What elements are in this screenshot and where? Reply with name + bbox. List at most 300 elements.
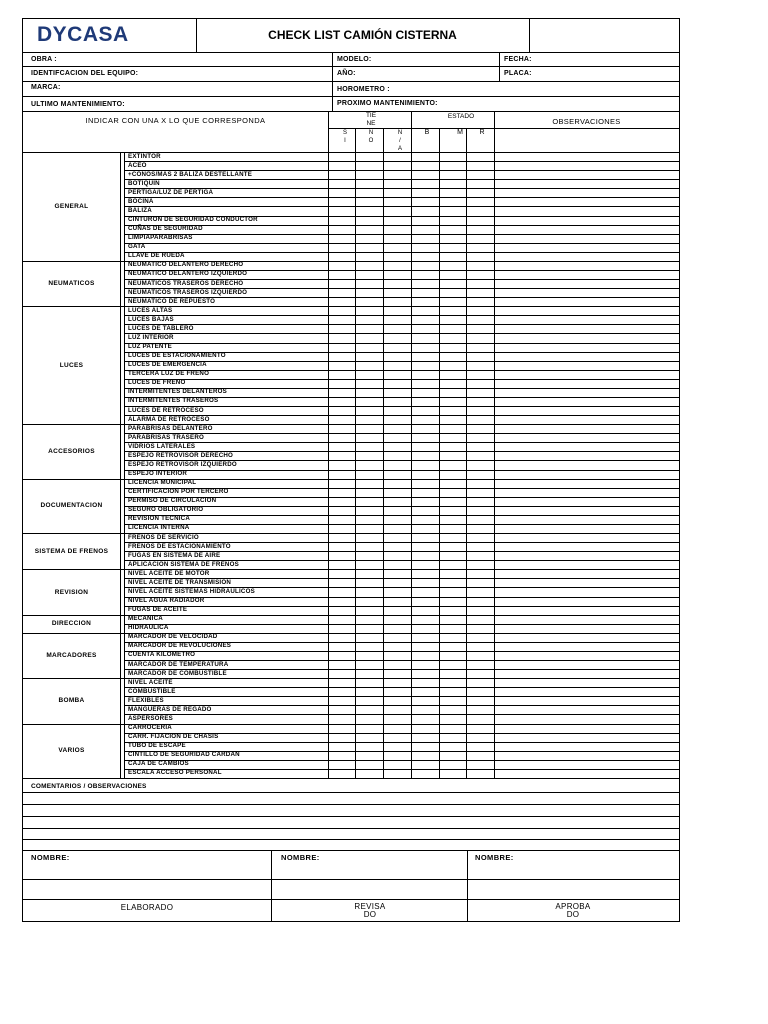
check-cell[interactable] bbox=[411, 533, 439, 542]
check-cell[interactable] bbox=[355, 297, 383, 306]
check-cell[interactable] bbox=[383, 524, 411, 533]
check-cell[interactable] bbox=[355, 542, 383, 551]
check-cell[interactable] bbox=[466, 651, 494, 660]
check-cell[interactable] bbox=[466, 624, 494, 633]
check-cell[interactable] bbox=[328, 714, 355, 723]
check-cell[interactable] bbox=[383, 206, 411, 215]
check-cell[interactable] bbox=[383, 760, 411, 769]
check-cell[interactable] bbox=[466, 270, 494, 279]
observation-cell[interactable] bbox=[494, 660, 679, 669]
observation-cell[interactable] bbox=[494, 379, 679, 388]
check-cell[interactable] bbox=[328, 669, 355, 678]
check-cell[interactable] bbox=[439, 406, 466, 415]
check-cell[interactable] bbox=[439, 470, 466, 479]
check-cell[interactable] bbox=[439, 587, 466, 596]
check-cell[interactable] bbox=[439, 769, 466, 778]
check-cell[interactable] bbox=[411, 243, 439, 252]
check-cell[interactable] bbox=[439, 714, 466, 723]
check-cell[interactable] bbox=[355, 497, 383, 506]
check-cell[interactable] bbox=[328, 724, 355, 733]
check-cell[interactable] bbox=[355, 714, 383, 723]
check-cell[interactable] bbox=[466, 306, 494, 315]
check-cell[interactable] bbox=[383, 252, 411, 261]
observation-cell[interactable] bbox=[494, 206, 679, 215]
check-cell[interactable] bbox=[466, 397, 494, 406]
check-cell[interactable] bbox=[328, 279, 355, 288]
check-cell[interactable] bbox=[466, 506, 494, 515]
check-cell[interactable] bbox=[328, 297, 355, 306]
check-cell[interactable] bbox=[383, 406, 411, 415]
check-cell[interactable] bbox=[383, 270, 411, 279]
check-cell[interactable] bbox=[439, 460, 466, 469]
check-cell[interactable] bbox=[383, 279, 411, 288]
check-cell[interactable] bbox=[466, 352, 494, 361]
check-cell[interactable] bbox=[355, 261, 383, 270]
check-cell[interactable] bbox=[383, 633, 411, 642]
check-cell[interactable] bbox=[411, 197, 439, 206]
check-cell[interactable] bbox=[355, 515, 383, 524]
identificacion-field[interactable]: IDENTIFCACION DEL EQUIPO: bbox=[31, 70, 139, 77]
check-cell[interactable] bbox=[383, 615, 411, 624]
check-cell[interactable] bbox=[466, 161, 494, 170]
observation-cell[interactable] bbox=[494, 460, 679, 469]
check-cell[interactable] bbox=[355, 460, 383, 469]
check-cell[interactable] bbox=[383, 197, 411, 206]
observation-cell[interactable] bbox=[494, 415, 679, 424]
check-cell[interactable] bbox=[355, 769, 383, 778]
check-cell[interactable] bbox=[383, 243, 411, 252]
check-cell[interactable] bbox=[439, 705, 466, 714]
check-cell[interactable] bbox=[411, 488, 439, 497]
check-cell[interactable] bbox=[466, 451, 494, 460]
check-cell[interactable] bbox=[411, 633, 439, 642]
check-cell[interactable] bbox=[328, 161, 355, 170]
check-cell[interactable] bbox=[439, 669, 466, 678]
check-cell[interactable] bbox=[411, 333, 439, 342]
check-cell[interactable] bbox=[355, 488, 383, 497]
observation-cell[interactable] bbox=[494, 152, 679, 161]
check-cell[interactable] bbox=[355, 225, 383, 234]
check-cell[interactable] bbox=[411, 370, 439, 379]
check-cell[interactable] bbox=[355, 451, 383, 460]
check-cell[interactable] bbox=[355, 696, 383, 705]
check-cell[interactable] bbox=[383, 343, 411, 352]
nombre-aprobado[interactable]: NOMBRE: bbox=[475, 853, 514, 862]
check-cell[interactable] bbox=[328, 560, 355, 569]
check-cell[interactable] bbox=[328, 615, 355, 624]
observation-cell[interactable] bbox=[494, 524, 679, 533]
check-cell[interactable] bbox=[466, 406, 494, 415]
check-cell[interactable] bbox=[411, 479, 439, 488]
check-cell[interactable] bbox=[439, 324, 466, 333]
check-cell[interactable] bbox=[411, 451, 439, 460]
check-cell[interactable] bbox=[383, 415, 411, 424]
check-cell[interactable] bbox=[383, 234, 411, 243]
check-cell[interactable] bbox=[383, 714, 411, 723]
check-cell[interactable] bbox=[466, 379, 494, 388]
observation-cell[interactable] bbox=[494, 225, 679, 234]
check-cell[interactable] bbox=[411, 161, 439, 170]
check-cell[interactable] bbox=[411, 624, 439, 633]
observation-cell[interactable] bbox=[494, 515, 679, 524]
check-cell[interactable] bbox=[355, 751, 383, 760]
check-cell[interactable] bbox=[411, 206, 439, 215]
check-cell[interactable] bbox=[411, 705, 439, 714]
check-cell[interactable] bbox=[466, 315, 494, 324]
check-cell[interactable] bbox=[411, 270, 439, 279]
check-cell[interactable] bbox=[439, 642, 466, 651]
check-cell[interactable] bbox=[411, 179, 439, 188]
check-cell[interactable] bbox=[355, 442, 383, 451]
check-cell[interactable] bbox=[411, 315, 439, 324]
observation-cell[interactable] bbox=[494, 424, 679, 433]
observation-cell[interactable] bbox=[494, 161, 679, 170]
check-cell[interactable] bbox=[466, 433, 494, 442]
check-cell[interactable] bbox=[355, 705, 383, 714]
check-cell[interactable] bbox=[411, 515, 439, 524]
check-cell[interactable] bbox=[466, 642, 494, 651]
observation-cell[interactable] bbox=[494, 705, 679, 714]
check-cell[interactable] bbox=[328, 270, 355, 279]
check-cell[interactable] bbox=[466, 252, 494, 261]
check-cell[interactable] bbox=[355, 234, 383, 243]
check-cell[interactable] bbox=[383, 379, 411, 388]
check-cell[interactable] bbox=[411, 460, 439, 469]
observation-cell[interactable] bbox=[494, 234, 679, 243]
fecha-field[interactable]: FECHA: bbox=[504, 56, 532, 63]
check-cell[interactable] bbox=[411, 551, 439, 560]
check-cell[interactable] bbox=[355, 270, 383, 279]
check-cell[interactable] bbox=[383, 587, 411, 596]
check-cell[interactable] bbox=[328, 578, 355, 587]
check-cell[interactable] bbox=[466, 597, 494, 606]
check-cell[interactable] bbox=[383, 515, 411, 524]
observation-cell[interactable] bbox=[494, 388, 679, 397]
check-cell[interactable] bbox=[466, 333, 494, 342]
check-cell[interactable] bbox=[383, 324, 411, 333]
check-cell[interactable] bbox=[439, 551, 466, 560]
observation-cell[interactable] bbox=[494, 678, 679, 687]
check-cell[interactable] bbox=[355, 578, 383, 587]
check-cell[interactable] bbox=[328, 442, 355, 451]
check-cell[interactable] bbox=[411, 669, 439, 678]
check-cell[interactable] bbox=[355, 533, 383, 542]
check-cell[interactable] bbox=[355, 343, 383, 352]
check-cell[interactable] bbox=[383, 597, 411, 606]
check-cell[interactable] bbox=[355, 306, 383, 315]
check-cell[interactable] bbox=[355, 678, 383, 687]
check-cell[interactable] bbox=[411, 415, 439, 424]
observation-cell[interactable] bbox=[494, 669, 679, 678]
check-cell[interactable] bbox=[355, 361, 383, 370]
check-cell[interactable] bbox=[355, 315, 383, 324]
check-cell[interactable] bbox=[383, 306, 411, 315]
check-cell[interactable] bbox=[466, 442, 494, 451]
check-cell[interactable] bbox=[383, 397, 411, 406]
check-cell[interactable] bbox=[411, 687, 439, 696]
check-cell[interactable] bbox=[411, 252, 439, 261]
check-cell[interactable] bbox=[466, 324, 494, 333]
observation-cell[interactable] bbox=[494, 370, 679, 379]
check-cell[interactable] bbox=[328, 733, 355, 742]
check-cell[interactable] bbox=[439, 161, 466, 170]
check-cell[interactable] bbox=[439, 560, 466, 569]
check-cell[interactable] bbox=[439, 415, 466, 424]
check-cell[interactable] bbox=[355, 642, 383, 651]
check-cell[interactable] bbox=[383, 733, 411, 742]
check-cell[interactable] bbox=[355, 587, 383, 596]
check-cell[interactable] bbox=[383, 569, 411, 578]
check-cell[interactable] bbox=[439, 479, 466, 488]
check-cell[interactable] bbox=[466, 179, 494, 188]
check-cell[interactable] bbox=[355, 170, 383, 179]
check-cell[interactable] bbox=[328, 569, 355, 578]
check-cell[interactable] bbox=[411, 406, 439, 415]
check-cell[interactable] bbox=[355, 152, 383, 161]
check-cell[interactable] bbox=[328, 587, 355, 596]
check-cell[interactable] bbox=[466, 279, 494, 288]
check-cell[interactable] bbox=[328, 361, 355, 370]
observation-cell[interactable] bbox=[494, 261, 679, 270]
check-cell[interactable] bbox=[411, 152, 439, 161]
observation-cell[interactable] bbox=[494, 306, 679, 315]
check-cell[interactable] bbox=[355, 624, 383, 633]
check-cell[interactable] bbox=[328, 597, 355, 606]
check-cell[interactable] bbox=[383, 506, 411, 515]
check-cell[interactable] bbox=[383, 370, 411, 379]
observation-cell[interactable] bbox=[494, 497, 679, 506]
check-cell[interactable] bbox=[466, 361, 494, 370]
check-cell[interactable] bbox=[439, 542, 466, 551]
check-cell[interactable] bbox=[355, 243, 383, 252]
check-cell[interactable] bbox=[355, 197, 383, 206]
check-cell[interactable] bbox=[466, 524, 494, 533]
check-cell[interactable] bbox=[328, 606, 355, 615]
check-cell[interactable] bbox=[328, 506, 355, 515]
check-cell[interactable] bbox=[439, 297, 466, 306]
check-cell[interactable] bbox=[466, 578, 494, 587]
observation-cell[interactable] bbox=[494, 343, 679, 352]
check-cell[interactable] bbox=[439, 370, 466, 379]
check-cell[interactable] bbox=[383, 578, 411, 587]
check-cell[interactable] bbox=[466, 206, 494, 215]
proximo-mantenimiento-field[interactable]: PROXIMO MANTENIMIENTO: bbox=[337, 100, 438, 107]
check-cell[interactable] bbox=[383, 696, 411, 705]
check-cell[interactable] bbox=[383, 442, 411, 451]
check-cell[interactable] bbox=[411, 297, 439, 306]
check-cell[interactable] bbox=[411, 306, 439, 315]
check-cell[interactable] bbox=[411, 760, 439, 769]
check-cell[interactable] bbox=[466, 742, 494, 751]
check-cell[interactable] bbox=[466, 470, 494, 479]
check-cell[interactable] bbox=[355, 415, 383, 424]
check-cell[interactable] bbox=[328, 660, 355, 669]
check-cell[interactable] bbox=[383, 225, 411, 234]
check-cell[interactable] bbox=[439, 751, 466, 760]
check-cell[interactable] bbox=[328, 170, 355, 179]
check-cell[interactable] bbox=[466, 551, 494, 560]
check-cell[interactable] bbox=[439, 315, 466, 324]
check-cell[interactable] bbox=[411, 343, 439, 352]
observation-cell[interactable] bbox=[494, 479, 679, 488]
check-cell[interactable] bbox=[328, 225, 355, 234]
check-cell[interactable] bbox=[383, 560, 411, 569]
observation-cell[interactable] bbox=[494, 642, 679, 651]
check-cell[interactable] bbox=[411, 615, 439, 624]
check-cell[interactable] bbox=[328, 206, 355, 215]
check-cell[interactable] bbox=[439, 651, 466, 660]
check-cell[interactable] bbox=[466, 615, 494, 624]
check-cell[interactable] bbox=[383, 751, 411, 760]
observation-cell[interactable] bbox=[494, 170, 679, 179]
check-cell[interactable] bbox=[439, 188, 466, 197]
check-cell[interactable] bbox=[411, 424, 439, 433]
check-cell[interactable] bbox=[439, 197, 466, 206]
check-cell[interactable] bbox=[355, 179, 383, 188]
check-cell[interactable] bbox=[411, 724, 439, 733]
check-cell[interactable] bbox=[411, 470, 439, 479]
check-cell[interactable] bbox=[439, 234, 466, 243]
check-cell[interactable] bbox=[411, 642, 439, 651]
check-cell[interactable] bbox=[355, 352, 383, 361]
check-cell[interactable] bbox=[439, 216, 466, 225]
check-cell[interactable] bbox=[328, 524, 355, 533]
obra-field[interactable]: OBRA : bbox=[31, 56, 57, 63]
check-cell[interactable] bbox=[466, 479, 494, 488]
check-cell[interactable] bbox=[328, 742, 355, 751]
anio-field[interactable]: AÑO: bbox=[337, 70, 356, 77]
observation-cell[interactable] bbox=[494, 615, 679, 624]
check-cell[interactable] bbox=[383, 261, 411, 270]
check-cell[interactable] bbox=[439, 633, 466, 642]
check-cell[interactable] bbox=[411, 397, 439, 406]
check-cell[interactable] bbox=[411, 542, 439, 551]
check-cell[interactable] bbox=[355, 470, 383, 479]
check-cell[interactable] bbox=[466, 197, 494, 206]
check-cell[interactable] bbox=[383, 687, 411, 696]
check-cell[interactable] bbox=[411, 714, 439, 723]
observation-cell[interactable] bbox=[494, 297, 679, 306]
check-cell[interactable] bbox=[328, 678, 355, 687]
check-cell[interactable] bbox=[411, 188, 439, 197]
check-cell[interactable] bbox=[383, 170, 411, 179]
observation-cell[interactable] bbox=[494, 188, 679, 197]
check-cell[interactable] bbox=[466, 705, 494, 714]
check-cell[interactable] bbox=[439, 760, 466, 769]
check-cell[interactable] bbox=[328, 352, 355, 361]
observation-cell[interactable] bbox=[494, 506, 679, 515]
check-cell[interactable] bbox=[439, 333, 466, 342]
check-cell[interactable] bbox=[328, 234, 355, 243]
check-cell[interactable] bbox=[328, 533, 355, 542]
check-cell[interactable] bbox=[383, 651, 411, 660]
check-cell[interactable] bbox=[355, 760, 383, 769]
check-cell[interactable] bbox=[411, 587, 439, 596]
check-cell[interactable] bbox=[383, 188, 411, 197]
check-cell[interactable] bbox=[411, 524, 439, 533]
check-cell[interactable] bbox=[466, 170, 494, 179]
check-cell[interactable] bbox=[383, 288, 411, 297]
check-cell[interactable] bbox=[439, 352, 466, 361]
check-cell[interactable] bbox=[439, 488, 466, 497]
check-cell[interactable] bbox=[383, 479, 411, 488]
check-cell[interactable] bbox=[439, 533, 466, 542]
check-cell[interactable] bbox=[383, 705, 411, 714]
check-cell[interactable] bbox=[355, 633, 383, 642]
observation-cell[interactable] bbox=[494, 651, 679, 660]
horometro-field[interactable]: HOROMETRO : bbox=[337, 86, 390, 93]
check-cell[interactable] bbox=[439, 388, 466, 397]
check-cell[interactable] bbox=[355, 506, 383, 515]
observation-cell[interactable] bbox=[494, 406, 679, 415]
check-cell[interactable] bbox=[466, 533, 494, 542]
check-cell[interactable] bbox=[439, 678, 466, 687]
observation-cell[interactable] bbox=[494, 279, 679, 288]
check-cell[interactable] bbox=[355, 324, 383, 333]
check-cell[interactable] bbox=[328, 424, 355, 433]
check-cell[interactable] bbox=[439, 497, 466, 506]
check-cell[interactable] bbox=[439, 660, 466, 669]
check-cell[interactable] bbox=[466, 660, 494, 669]
check-cell[interactable] bbox=[411, 361, 439, 370]
check-cell[interactable] bbox=[466, 733, 494, 742]
check-cell[interactable] bbox=[328, 370, 355, 379]
observation-cell[interactable] bbox=[494, 179, 679, 188]
check-cell[interactable] bbox=[383, 470, 411, 479]
check-cell[interactable] bbox=[411, 751, 439, 760]
check-cell[interactable] bbox=[439, 397, 466, 406]
check-cell[interactable] bbox=[439, 433, 466, 442]
check-cell[interactable] bbox=[439, 243, 466, 252]
check-cell[interactable] bbox=[411, 388, 439, 397]
check-cell[interactable] bbox=[466, 606, 494, 615]
check-cell[interactable] bbox=[328, 252, 355, 261]
check-cell[interactable] bbox=[383, 742, 411, 751]
observation-cell[interactable] bbox=[494, 687, 679, 696]
check-cell[interactable] bbox=[328, 188, 355, 197]
check-cell[interactable] bbox=[439, 270, 466, 279]
check-cell[interactable] bbox=[466, 542, 494, 551]
observation-cell[interactable] bbox=[494, 243, 679, 252]
check-cell[interactable] bbox=[383, 315, 411, 324]
check-cell[interactable] bbox=[355, 216, 383, 225]
check-cell[interactable] bbox=[411, 225, 439, 234]
check-cell[interactable] bbox=[328, 433, 355, 442]
observation-cell[interactable] bbox=[494, 606, 679, 615]
check-cell[interactable] bbox=[328, 642, 355, 651]
check-cell[interactable] bbox=[355, 252, 383, 261]
check-cell[interactable] bbox=[439, 361, 466, 370]
ultimo-mantenimiento-field[interactable]: ULTIMO MANTENIMIENTO: bbox=[31, 101, 125, 108]
check-cell[interactable] bbox=[466, 678, 494, 687]
check-cell[interactable] bbox=[466, 370, 494, 379]
check-cell[interactable] bbox=[411, 279, 439, 288]
check-cell[interactable] bbox=[439, 742, 466, 751]
check-cell[interactable] bbox=[383, 179, 411, 188]
observation-cell[interactable] bbox=[494, 433, 679, 442]
check-cell[interactable] bbox=[466, 261, 494, 270]
observation-cell[interactable] bbox=[494, 760, 679, 769]
check-cell[interactable] bbox=[411, 733, 439, 742]
observation-cell[interactable] bbox=[494, 578, 679, 587]
check-cell[interactable] bbox=[383, 352, 411, 361]
check-cell[interactable] bbox=[466, 424, 494, 433]
check-cell[interactable] bbox=[466, 569, 494, 578]
check-cell[interactable] bbox=[383, 678, 411, 687]
check-cell[interactable] bbox=[383, 488, 411, 497]
observation-cell[interactable] bbox=[494, 216, 679, 225]
check-cell[interactable] bbox=[466, 497, 494, 506]
